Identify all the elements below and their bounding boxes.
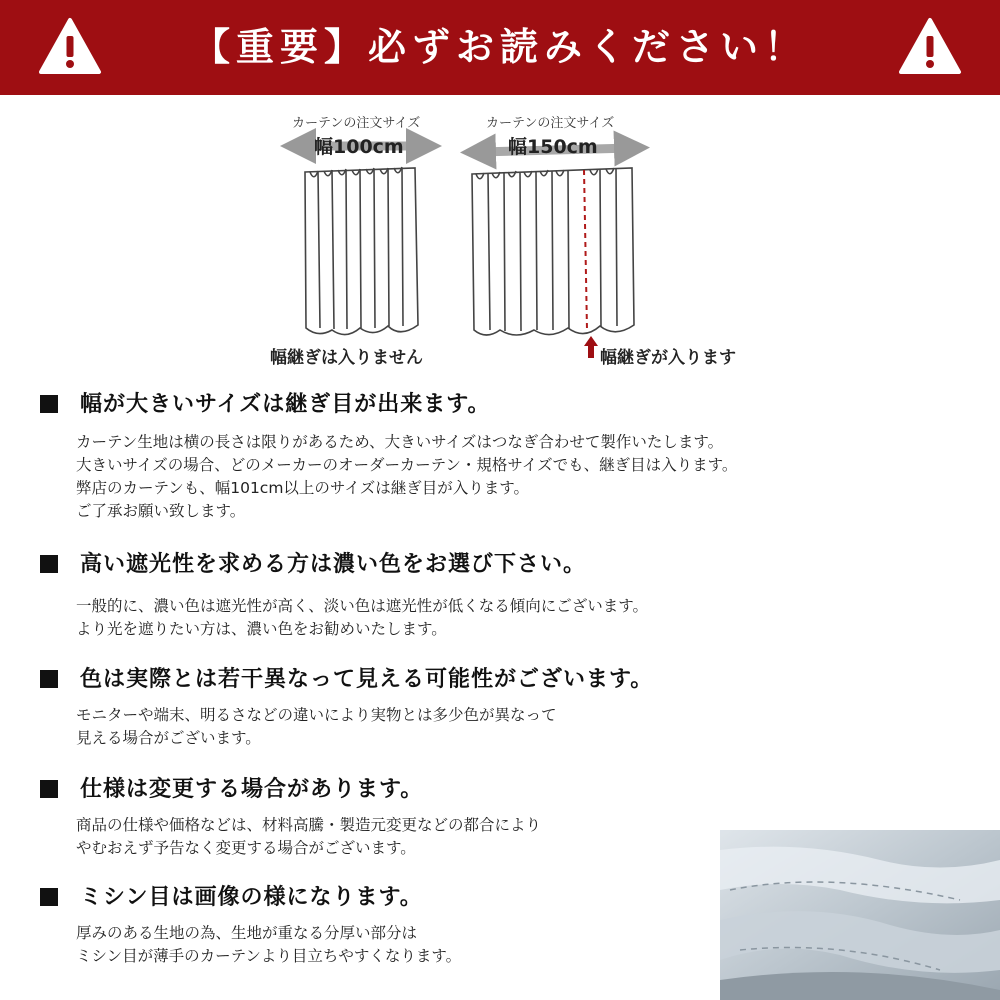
seam-pointer-arrow	[584, 336, 598, 358]
body-line: 一般的に、濃い色は遮光性が高く、淡い色は遮光性が低くなる傾向にございます。	[76, 597, 648, 615]
curtain-with-seam	[472, 168, 634, 335]
body-line: ミシン目が薄手のカーテンより目立ちやすくなります。	[76, 947, 462, 965]
section-heading: 色は実際とは若干異なって見える可能性がございます。	[80, 667, 654, 692]
body-line: 見える場合がございます。	[76, 729, 261, 747]
section-wide-size-seam	[38, 387, 978, 523]
section-body	[38, 431, 978, 523]
section-body	[38, 704, 978, 750]
body-line: 商品の仕様や価格などは、材料高騰・製造元変更などの都合により	[76, 816, 542, 834]
no-seam-note: 幅継ぎは入りません	[270, 348, 423, 368]
order-size-value: 幅150cm	[508, 136, 598, 158]
body-line: モニターや端末、明るさなどの違いにより実物とは多少色が異なって	[76, 706, 557, 724]
bullet-square	[40, 555, 58, 573]
curtain-seam-diagram	[250, 100, 770, 370]
body-line: 大きいサイズの場合、どのメーカーのオーダーカーテン・規格サイズでも、継ぎ目は入ります。	[76, 456, 738, 474]
curtain-no-seam	[305, 167, 418, 335]
section-heading: 幅が大きいサイズは継ぎ目が出来ます。	[80, 392, 491, 417]
bullet-square	[40, 780, 58, 798]
body-line: 厚みのある生地の為、生地が重なる分厚い部分は	[76, 924, 418, 942]
seam-note: 幅継ぎが入ります	[600, 348, 736, 368]
order-size-value: 幅100cm	[314, 136, 404, 158]
bullet-square	[40, 395, 58, 413]
body-line: より光を遮りたい方は、濃い色をお勧めいたします。	[76, 620, 447, 638]
section-color-difference	[38, 662, 978, 750]
order-size-caption: カーテンの注文サイズ	[292, 116, 421, 131]
body-line: カーテン生地は横の長さは限りがあるため、大きいサイズはつなぎ合わせて製作いたします。	[76, 433, 724, 451]
section-heading: ミシン目は画像の様になります。	[80, 885, 423, 910]
bullet-square	[40, 888, 58, 906]
body-line: やむおえず予告なく変更する場合がございます。	[76, 839, 416, 857]
warning-triangle-icon	[898, 16, 962, 76]
bullet-square	[40, 670, 58, 688]
stitching-photo	[720, 830, 1000, 1000]
section-body	[38, 595, 978, 641]
section-blackout	[38, 547, 978, 641]
body-line: ご了承お願い致します。	[76, 502, 246, 520]
banner-title: 【重要】必ずお読みください！	[191, 25, 808, 69]
body-line: 弊店のカーテンも、幅101cm以上のサイズは継ぎ目が入ります。	[76, 479, 529, 497]
section-heading: 高い遮光性を求める方は濃い色をお選び下さい。	[80, 552, 587, 577]
section-heading: 仕様は変更する場合があります。	[80, 777, 424, 802]
order-size-caption: カーテンの注文サイズ	[486, 116, 615, 131]
